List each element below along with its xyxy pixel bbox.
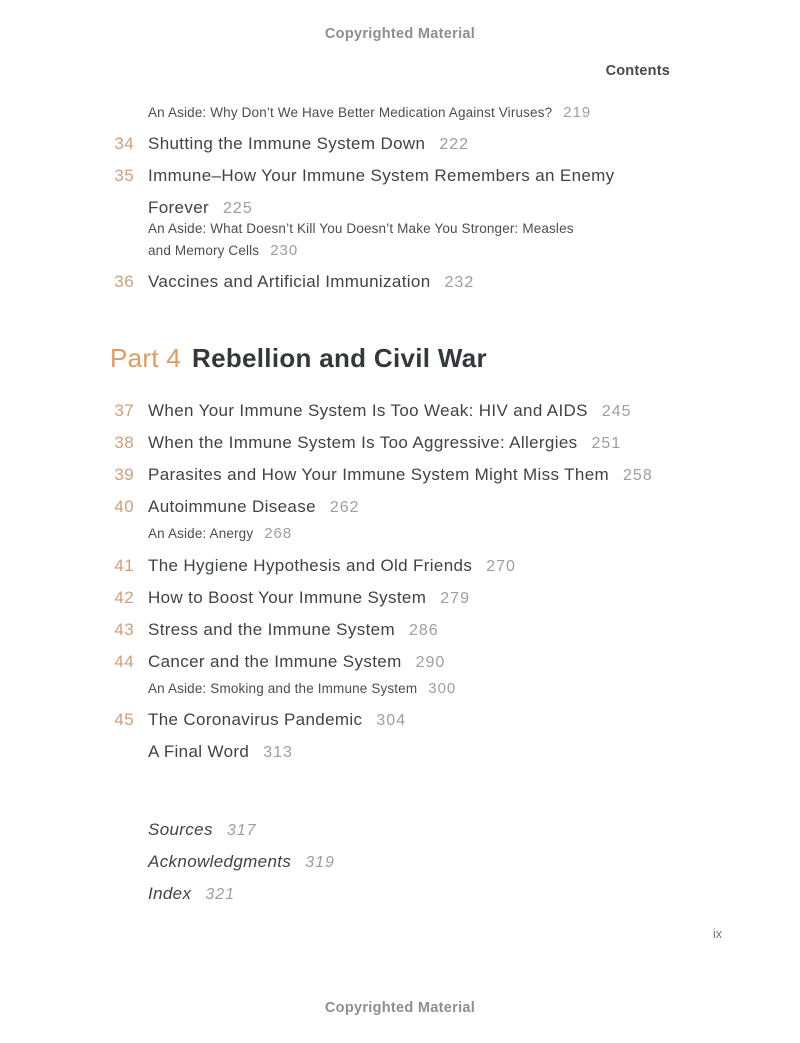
- chapter-title-line: [148, 709, 800, 732]
- toc-entry-ch44: [0, 651, 800, 674]
- aside-page-number: 230: [270, 242, 299, 259]
- chapter-number: 40: [114, 497, 134, 516]
- chapter-title-line1: Immune–How Your Immune System Remembers an Enemy: [148, 166, 615, 185]
- toc-entry-ch38: [0, 432, 800, 455]
- chapter-number: 45: [114, 710, 134, 729]
- chapter-title-line: [148, 133, 800, 156]
- toc-entry-ch45: [0, 709, 800, 732]
- aside-line: [148, 523, 800, 545]
- chapter-title: The Coronavirus Pandemic: [148, 710, 363, 729]
- chapter-title-line: [148, 555, 800, 578]
- part-heading: [0, 341, 800, 375]
- chapter-number: 35: [114, 166, 134, 185]
- toc-aside-smoking: [0, 678, 800, 700]
- aside-page-number: 219: [563, 104, 592, 121]
- chapter-page-number: 232: [444, 274, 475, 291]
- aside-text-line1: An Aside: What Doesn’t Kill You Doesn’t Make You Stronger: Measles: [148, 221, 574, 236]
- chapter-title-line: [148, 651, 800, 674]
- toc-entry-ch40: [0, 496, 800, 519]
- back-matter-page-number: 321: [205, 886, 236, 903]
- chapter-title: How to Boost Your Immune System: [148, 588, 427, 607]
- aside-page-number: 300: [428, 680, 457, 697]
- chapter-page-number: 245: [601, 403, 632, 420]
- aside-text: An Aside: Anergy: [148, 526, 254, 541]
- back-matter-title: Sources: [148, 820, 213, 839]
- chapter-title: Autoimmune Disease: [148, 497, 316, 516]
- toc-entry-ch43: [0, 619, 800, 642]
- aside-line: [148, 678, 800, 700]
- aside-text: An Aside: Why Don’t We Have Better Medication Against Viruses?: [148, 105, 553, 120]
- chapter-title-line: [148, 496, 800, 519]
- toc-entry-sources: [0, 819, 800, 842]
- chapter-title-line2: Forever: [148, 198, 210, 217]
- running-header-contents: Contents: [605, 63, 670, 79]
- chapter-title-line: [148, 271, 800, 294]
- toc-entry-ch42: [0, 587, 800, 610]
- back-matter-page-number: 317: [226, 822, 257, 839]
- chapter-number: 42: [114, 588, 134, 607]
- toc-aside-anergy: [0, 523, 800, 545]
- back-matter-title: Acknowledgments: [148, 852, 292, 871]
- chapter-title: A Final Word: [148, 742, 250, 761]
- chapter-title-line: [148, 741, 800, 764]
- toc-entry-ch34: [0, 133, 800, 156]
- toc-entry-ch39: [0, 464, 800, 487]
- chapter-title: The Hygiene Hypothesis and Old Friends: [148, 556, 473, 575]
- aside-page-number: 268: [264, 525, 293, 542]
- chapter-title: Shutting the Immune System Down: [148, 134, 426, 153]
- chapter-page-number: 290: [415, 654, 446, 671]
- chapter-page-number: 258: [623, 467, 653, 484]
- chapter-title-line: [148, 160, 800, 225]
- chapter-number: 34: [114, 134, 134, 153]
- back-matter-title: Index: [148, 884, 192, 903]
- watermark-top: Copyrighted Material: [324, 26, 476, 42]
- chapter-title: When the Immune System Is Too Aggressive: Allergies: [148, 433, 578, 452]
- chapter-number: 41: [114, 556, 134, 575]
- chapter-page-number: 225: [223, 200, 253, 217]
- chapter-title: Stress and the Immune System: [148, 620, 395, 639]
- chapter-number: 36: [114, 272, 134, 291]
- toc-aside-viruses: [0, 102, 800, 124]
- chapter-number: 38: [114, 433, 134, 452]
- chapter-number: 39: [114, 465, 134, 484]
- part-title: Rebellion and Civil War: [192, 343, 487, 373]
- chapter-title-line: [148, 400, 800, 423]
- chapter-title: Vaccines and Artificial Immunization: [148, 272, 431, 291]
- chapter-page-number: 222: [439, 136, 470, 153]
- aside-text-line2: and Memory Cells: [148, 243, 260, 258]
- back-matter-page-number: 319: [305, 854, 335, 871]
- back-matter-title-line: [148, 883, 800, 906]
- toc-entry-ch37: [0, 400, 800, 423]
- aside-text: An Aside: Smoking and the Immune System: [148, 681, 418, 696]
- chapter-page-number: 270: [486, 558, 516, 575]
- chapter-number: 44: [114, 652, 134, 671]
- chapter-title: Parasites and How Your Immune System Might Miss Them: [148, 465, 610, 484]
- chapter-page-number: 251: [591, 435, 622, 452]
- chapter-title: When Your Immune System Is Too Weak: HIV and AIDS: [148, 401, 588, 420]
- back-matter-title-line: [148, 851, 800, 874]
- chapter-title-line: [148, 464, 800, 487]
- folio-page-number: ix: [712, 927, 722, 941]
- toc-aside-measles: [0, 218, 800, 262]
- aside-line: [148, 102, 800, 124]
- chapter-page-number: 313: [263, 744, 293, 761]
- toc-entry-acknowledgments: [0, 851, 800, 874]
- chapter-title: Cancer and the Immune System: [148, 652, 402, 671]
- toc-entry-ch35: [0, 160, 800, 225]
- toc-entry-ch36: [0, 271, 800, 294]
- chapter-title-line: [148, 432, 800, 455]
- chapter-page-number: 286: [408, 622, 439, 639]
- part-label: Part 4: [110, 343, 182, 373]
- chapter-page-number: 262: [329, 499, 360, 516]
- toc-entry-index: [0, 883, 800, 906]
- chapter-title-line: [148, 619, 800, 642]
- chapter-page-number: 304: [376, 712, 407, 729]
- aside-line: [148, 218, 800, 262]
- toc-entry-final-word: [0, 741, 800, 764]
- chapter-title-line: [148, 587, 800, 610]
- watermark-bottom: Copyrighted Material: [324, 1000, 476, 1016]
- chapter-number: 37: [114, 401, 134, 420]
- chapter-number: 43: [114, 620, 134, 639]
- back-matter-title-line: [148, 819, 800, 842]
- toc-entry-ch41: [0, 555, 800, 578]
- chapter-page-number: 279: [440, 590, 470, 607]
